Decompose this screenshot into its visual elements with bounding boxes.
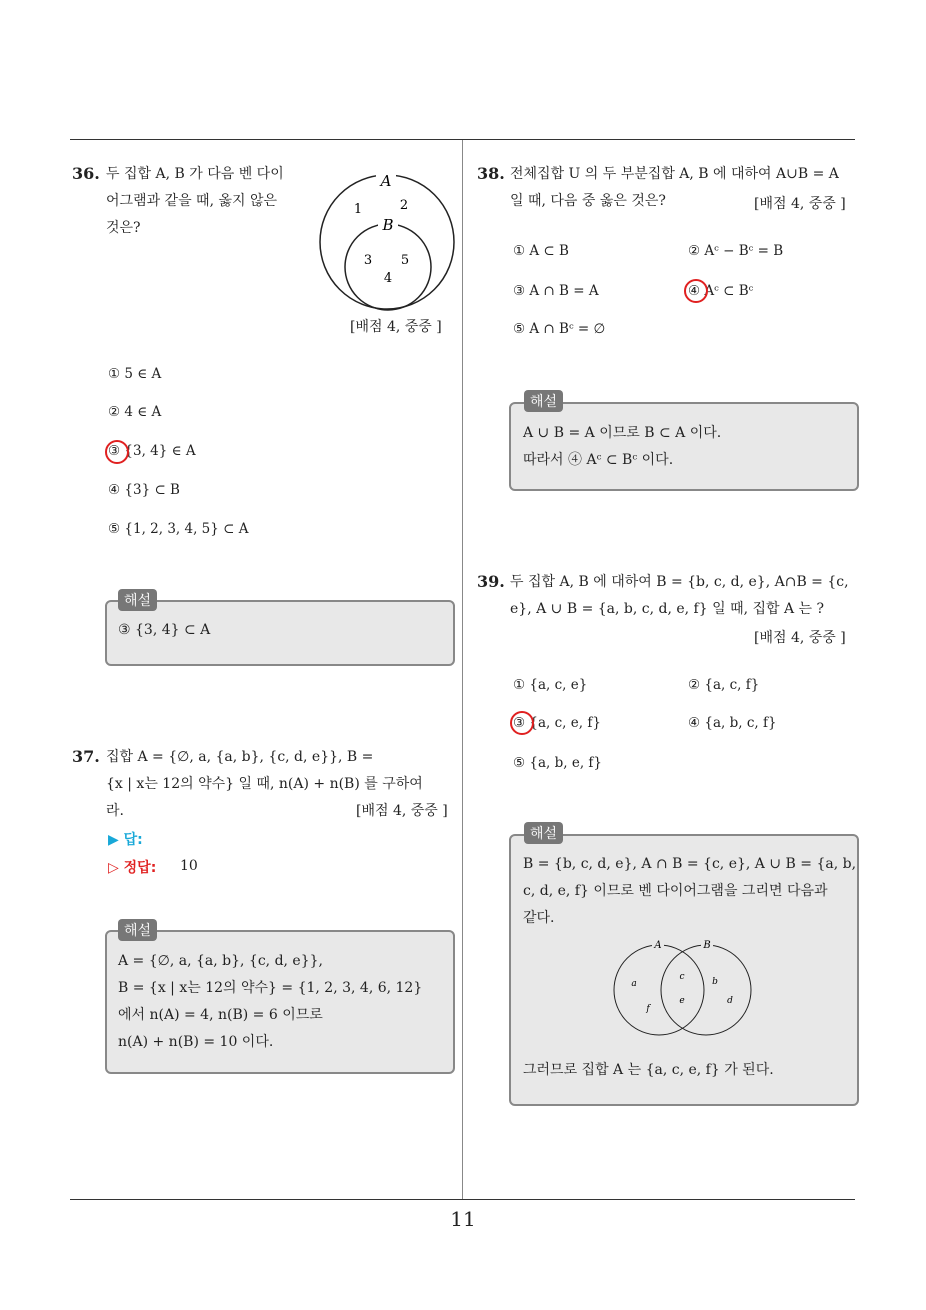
solution-line: 같다. <box>523 910 555 926</box>
venn-element: d <box>727 996 733 1006</box>
venn-diagram-overlap <box>608 937 756 1039</box>
option-4[interactable]: ④ {a, b, c, f} <box>688 715 777 731</box>
set-a-circle <box>320 175 454 309</box>
set-b-circle <box>345 224 431 310</box>
option-1[interactable]: ① {a, c, e} <box>513 677 588 693</box>
option-1[interactable]: ① A ⊂ B <box>513 243 569 259</box>
solution-tag: 해설 <box>118 589 157 611</box>
option-5[interactable]: ⑤ {1, 2, 3, 4, 5} ⊂ A <box>108 521 249 537</box>
solution-text <box>523 420 721 474</box>
venn-element: 4 <box>383 271 393 286</box>
column-divider <box>462 140 463 1200</box>
solution-conclusion: 그러므로 집합 A 는 {a, c, e, f} 가 된다. <box>523 1062 774 1078</box>
option-1[interactable]: ① 5 ∈ A <box>108 366 162 382</box>
solution-line: c, d, e, f} 이므로 벤 다이어그램을 그리면 다음과 <box>523 883 828 899</box>
solution-tag: 해설 <box>118 919 157 941</box>
solution-line: 에서 n(A) = 4, n(B) = 6 이므로 <box>118 1007 323 1023</box>
stem-line: {x | x는 12의 약수} 일 때, n(A) + n(B) 를 구하여 <box>106 776 423 792</box>
set-b-label: B <box>703 940 711 951</box>
solution-tag: 해설 <box>524 822 563 844</box>
solution-line: 따라서 ④ Aᶜ ⊂ Bᶜ 이다. <box>523 452 674 468</box>
stem-line: e}, A ∪ B = {a, b, c, d, e, f} 일 때, 집합 A 는 ? <box>510 601 825 617</box>
solution-text <box>523 851 856 932</box>
solution-line: n(A) + n(B) = 10 이다. <box>118 1034 274 1050</box>
option-5[interactable]: ⑤ A ∩ Bᶜ = ∅ <box>513 321 606 337</box>
question-number: 36. <box>72 164 100 183</box>
option-3[interactable]: ③ {a, c, e, f} <box>513 715 601 731</box>
correct-answer-label: ▷ 정답: <box>108 860 157 876</box>
stem-line: 전체집합 U 의 두 부분집합 A, B 에 대하여 A∪B = A <box>510 166 839 182</box>
solution-line: ③ {3, 4} ⊂ A <box>118 622 211 638</box>
option-4[interactable]: ④ {3} ⊂ B <box>108 482 180 498</box>
solution-line: A ∪ B = A 이므로 B ⊂ A 이다. <box>523 425 722 441</box>
set-b-label: B <box>382 216 394 234</box>
answer-label: ▶ 답: <box>108 832 143 848</box>
answer-mark-circle <box>684 279 708 303</box>
option-3[interactable]: ③ A ∩ B = A <box>513 283 599 299</box>
solution-text <box>118 948 422 1056</box>
answer-mark-circle <box>510 711 534 735</box>
option-5[interactable]: ⑤ {a, b, e, f} <box>513 755 602 771</box>
set-a-label: A <box>380 172 392 190</box>
stem-line: 어그램과 같을 때, 옳지 않은 <box>106 193 278 209</box>
set-a-circle <box>614 945 704 1035</box>
answer-mark-circle <box>105 440 129 464</box>
stem-line: 일 때, 다음 중 옳은 것은? <box>510 193 666 209</box>
option-2[interactable]: ② 4 ∈ A <box>108 404 162 420</box>
stem-line: 집합 A = {∅, a, {a, b}, {c, d, e}}, B = <box>106 749 374 765</box>
stem-line: 라. <box>106 803 124 819</box>
question-number: 38. <box>477 164 505 183</box>
score: [배점 4, 중중 ] <box>356 803 448 819</box>
set-a-label: A <box>654 940 662 951</box>
venn-element: 3 <box>363 253 373 268</box>
venn-element: 2 <box>399 198 409 213</box>
solution-line: B = {b, c, d, e}, A ∩ B = {c, e}, A ∪ B = {a, b, <box>523 856 857 872</box>
venn-diagram-nested <box>318 170 460 316</box>
set-b-circle <box>661 945 751 1035</box>
score: [배점 4, 중중 ] <box>754 630 846 646</box>
option-3[interactable]: ③ {3, 4} ∈ A <box>108 443 196 459</box>
solution-tag: 해설 <box>524 390 563 412</box>
score: [배점 4, 중중 ] <box>350 319 442 335</box>
correct-answer-value: 10 <box>180 858 198 874</box>
bottom-rule <box>70 1199 855 1200</box>
venn-element: a <box>631 979 637 989</box>
question-stem <box>510 569 849 623</box>
question-stem <box>106 161 284 242</box>
score: [배점 4, 중중 ] <box>754 196 846 212</box>
page-number: 11 <box>450 1207 476 1231</box>
question-number: 37. <box>72 747 100 766</box>
venn-element: 5 <box>400 253 410 268</box>
stem-line: 것은? <box>106 220 141 236</box>
option-4[interactable]: ④ Aᶜ ⊂ Bᶜ <box>688 283 754 299</box>
venn-element: b <box>712 977 718 987</box>
option-2[interactable]: ② {a, c, f} <box>688 677 760 693</box>
venn-element: 1 <box>353 202 363 217</box>
option-2[interactable]: ② Aᶜ − Bᶜ = B <box>688 243 784 259</box>
venn-element: f <box>646 1004 650 1014</box>
question-number: 39. <box>477 572 505 591</box>
venn-element: c <box>679 972 685 982</box>
solution-line: B = {x | x는 12의 약수} = {1, 2, 3, 4, 6, 12} <box>118 980 423 996</box>
stem-line: 두 집합 A, B 에 대하여 B = {b, c, d, e}, A∩B = {c, <box>510 574 849 590</box>
solution-line: A = {∅, a, {a, b}, {c, d, e}}, <box>118 953 323 969</box>
stem-line: 두 집합 A, B 가 다음 벤 다이 <box>106 166 284 182</box>
venn-element: e <box>679 996 685 1006</box>
